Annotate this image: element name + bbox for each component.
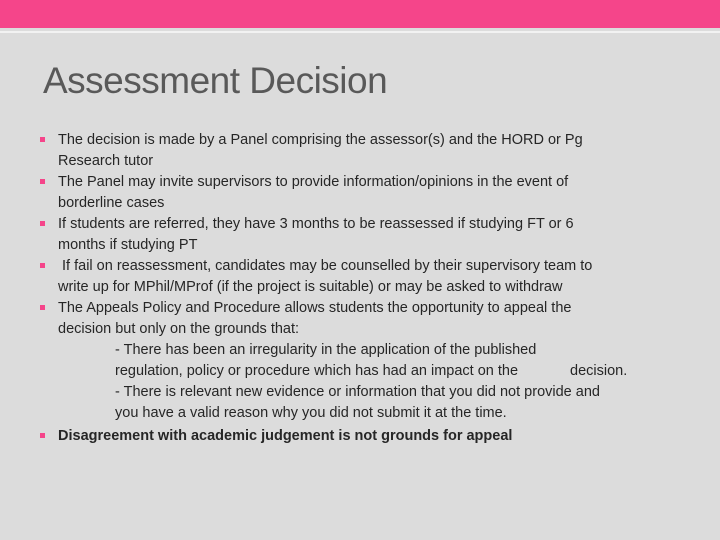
- square-bullet-icon: [40, 221, 45, 226]
- bullet-line: decision but only on the grounds that:: [58, 321, 300, 337]
- bullet-item: [40, 130, 690, 172]
- sub-point-line: you have a valid reason why you did not submit it at the time.: [115, 405, 507, 421]
- sub-point-line: - There is relevant new evidence or information that you did not provide and: [115, 384, 600, 400]
- sub-point: [40, 382, 690, 424]
- bullet-line: If students are referred, they have 3 months to be reassessed if studying FT or 6: [58, 216, 574, 232]
- bullet-line: write up for MPhil/MProf (if the project is suitable) or may be asked to withdraw: [58, 279, 563, 295]
- bullet-line: Disagreement with academic judgement is not grounds for appeal: [58, 428, 513, 444]
- bullet-line: borderline cases: [58, 195, 165, 211]
- bullet-item-emphasis: [40, 426, 690, 447]
- bullet-line: The decision is made by a Panel comprising the assessor(s) and the HORD or Pg: [58, 132, 583, 148]
- square-bullet-icon: [40, 263, 45, 268]
- accent-header-bar: [0, 0, 720, 28]
- bullet-item: [40, 214, 690, 256]
- square-bullet-icon: [40, 179, 45, 184]
- bullet-line: If fail on reassessment, candidates may be counselled by their supervisory team to: [58, 258, 593, 274]
- slide-title: Assessment Decision: [43, 60, 388, 101]
- sub-point-line: - There has been an irregularity in the application of the published: [115, 342, 537, 358]
- bullet-item: [40, 256, 690, 298]
- header-divider: [0, 31, 720, 33]
- square-bullet-icon: [40, 433, 45, 438]
- square-bullet-icon: [40, 137, 45, 142]
- square-bullet-icon: [40, 305, 45, 310]
- sub-point-line: [115, 361, 690, 382]
- bullet-line: The Panel may invite supervisors to provide information/opinions in the event of: [58, 174, 569, 190]
- bullet-line: The Appeals Policy and Procedure allows students the opportunity to appeal the: [58, 300, 572, 316]
- sub-point: [40, 340, 690, 382]
- sub-point-text: regulation, policy or procedure which has had an impact on the: [115, 363, 519, 379]
- bullet-line: Research tutor: [58, 153, 154, 169]
- bullet-list: [40, 130, 690, 447]
- sub-point-text: decision.: [570, 363, 628, 379]
- bullet-item: [40, 298, 690, 340]
- bullet-line: months if studying PT: [58, 237, 198, 253]
- bullet-item: [40, 172, 690, 214]
